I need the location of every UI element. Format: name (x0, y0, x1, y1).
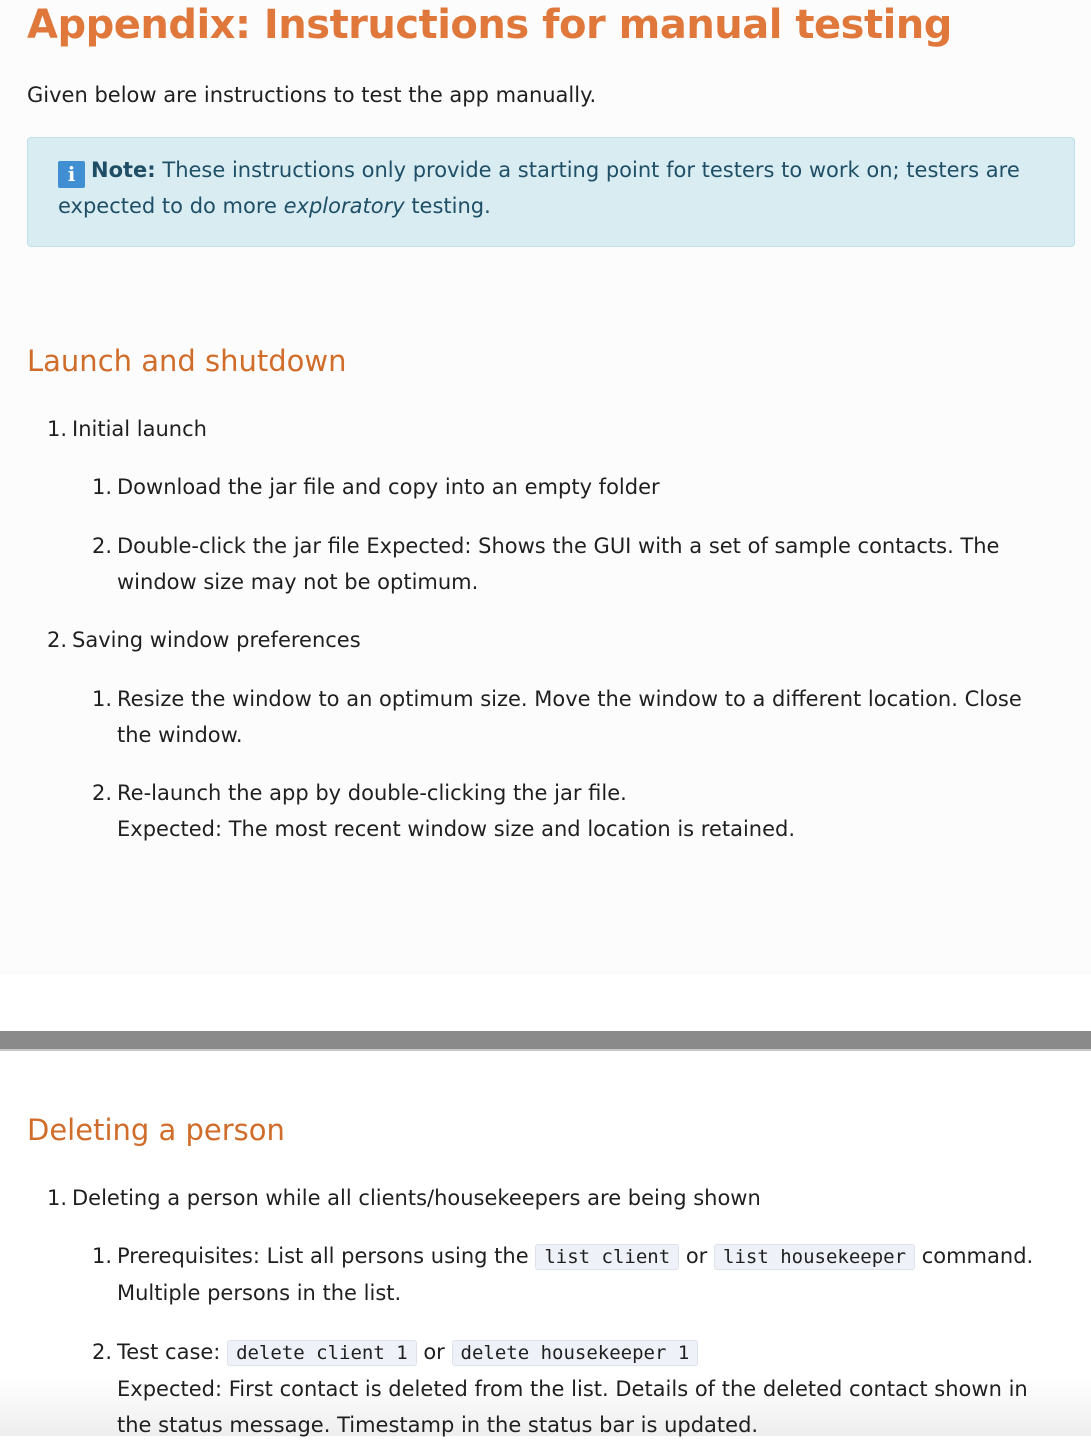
page-title: Appendix: Instructions for manual testing (27, 2, 952, 48)
list-item-text: Re-launch the app by double-clicking the jar file. (117, 781, 627, 805)
list-item: 2. Re-launch the app by double-clicking the jar file. Expected: The most recent window size and location is retained. (92, 781, 796, 841)
list-item-text: Resize the window to an optimum size. Move the window to a different location. Close (117, 687, 1022, 711)
list-item-text: the status message. Timestamp in the status bar is updated. (117, 1413, 759, 1437)
list-item: 2. Test case: delete client 1 or delete housekeeper 1 Expected: First contact is deleted from the list. Details of the deleted contact shown in the status message. Timestamp in the status bar is updated. (92, 1340, 1028, 1437)
list-item: 2. Double-click the jar file Expected: Shows the GUI with a set of sample contacts. The window size may not be optimum. (92, 534, 1000, 594)
intro-text: Given below are instructions to test the app manually. (27, 83, 597, 107)
list-item: 1. Resize the window to an optimum size. Move the window to a different location. Close the window. (92, 687, 1022, 747)
list-item-label: Saving window preferences (72, 628, 361, 652)
inline-code: delete client 1 (227, 1340, 417, 1366)
list-item-label: Initial launch (72, 417, 207, 441)
note-emphasis: exploratory (283, 194, 405, 218)
inline-code: list housekeeper (714, 1244, 915, 1270)
section-heading-launch: Launch and shutdown (27, 344, 347, 378)
list-item-text: Double-click the jar file Expected: Shows the GUI with a set of sample contacts. The (117, 534, 1000, 558)
info-icon: i (58, 161, 85, 188)
list-item: 2. Saving window preferences (47, 628, 361, 652)
list-item-text: Download the jar file and copy into an empty folder (117, 475, 660, 499)
list-item: 1. Download the jar file and copy into an empty folder (92, 475, 660, 499)
note-label: Note: (91, 158, 156, 182)
list-item: 1. Initial launch (47, 417, 207, 441)
section-divider (0, 1031, 1091, 1051)
list-item: 1. Prerequisites: List all persons using the list client or list housekeeper command. Multiple persons in the list. (92, 1244, 1034, 1305)
note-text-1: These instructions only provide a starting point for testers to work on; testers are (155, 158, 1020, 182)
list-item-text: Expected: The most recent window size and location is retained. (117, 817, 796, 841)
inline-code: list client (535, 1244, 679, 1270)
list-item-text: the window. (117, 723, 243, 747)
list-item-text: Multiple persons in the list. (117, 1281, 402, 1305)
list-item: 1. Deleting a person while all clients/housekeepers are being shown (47, 1186, 761, 1210)
note-callout (27, 137, 1075, 247)
note-text-2: expected to do more (58, 194, 284, 218)
section-heading-delete: Deleting a person (27, 1113, 285, 1147)
note-text-3: testing. (404, 194, 491, 218)
list-item-label: Deleting a person while all clients/housekeepers are being shown (72, 1186, 761, 1210)
list-item-text: window size may not be optimum. (117, 570, 479, 594)
list-item-text: Expected: First contact is deleted from the list. Details of the deleted contact shown in (117, 1377, 1028, 1401)
inline-code: delete housekeeper 1 (452, 1340, 699, 1366)
